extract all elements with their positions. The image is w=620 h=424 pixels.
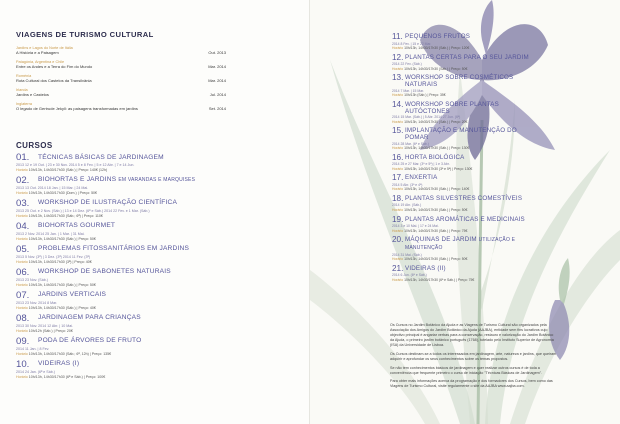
schedule-text: 10h/13h, 14h30/17h30 (Sáb.) | Preço: 140€ (12h) bbox=[28, 167, 108, 172]
course-list-left bbox=[16, 152, 221, 379]
course-title bbox=[405, 53, 529, 61]
course-number: 02. bbox=[16, 174, 30, 186]
course-heading bbox=[16, 290, 221, 301]
course-title bbox=[405, 73, 542, 88]
schedule-text: 10h/13h, 14h30/17h30 (6ª e Sáb.) | Preço: 75€ bbox=[404, 277, 475, 282]
course-dates: 2014 7 Mar. | 15 Mar. bbox=[392, 88, 424, 93]
course-heading bbox=[16, 267, 221, 278]
schedule-text: 10h/13h, 14h30/17h30 (6ª e Sáb.) | Preço: 100€ bbox=[28, 374, 106, 379]
trip-group bbox=[16, 102, 226, 112]
course-dates: 2013 30 Nov. 2014 12 Abr. | 10 Mai. bbox=[16, 323, 74, 328]
course-heading bbox=[392, 264, 542, 274]
course-heading bbox=[392, 153, 542, 163]
schedule-label: Horário bbox=[392, 93, 404, 98]
trip-name: A História e a Paisagem bbox=[16, 50, 59, 55]
course-title-text: PLANTAS SILVESTRES COMESTÍVEIS bbox=[405, 194, 523, 202]
viagens-title: VIAGENS DE TURISMO CULTURAL bbox=[16, 30, 154, 39]
course-title bbox=[405, 264, 446, 272]
course-dates: 2014 24 Jan. (6ª e Sáb.) bbox=[16, 369, 55, 374]
course-schedule bbox=[392, 67, 542, 71]
course-title bbox=[405, 194, 522, 202]
trip-row bbox=[16, 106, 226, 112]
trip-destination: Inglaterra bbox=[16, 102, 33, 106]
cursos-title: CURSOS bbox=[16, 141, 53, 150]
schedule-text: 10h/13h, 14h30/17h30 (Sáb.) | Preço: 50€ bbox=[28, 282, 96, 287]
course-heading bbox=[16, 244, 221, 255]
course-item bbox=[16, 290, 221, 311]
course-heading bbox=[16, 175, 221, 186]
course-schedule bbox=[392, 120, 542, 124]
schedule-text: 10h/13h, 14h30/17h30 (Sáb.) | Preço: 75€ bbox=[404, 228, 468, 233]
course-title-text: HORTA BIOLÓGICA bbox=[405, 153, 465, 161]
schedule-label: Horário bbox=[16, 351, 28, 356]
course-schedule bbox=[392, 187, 542, 191]
course-number: 09. bbox=[16, 335, 30, 347]
course-dates: 2014 15 Mar. (Sáb.) | 5 Abr. 2014 27 Jun. (6ª) bbox=[392, 115, 461, 120]
trip-row bbox=[16, 50, 226, 56]
course-dates: 2014 11 Jan. | 8 Fev. bbox=[16, 346, 50, 351]
schedule-text: 10h/12h (Sáb.) | Preço: 20€ bbox=[28, 328, 73, 333]
course-schedule bbox=[392, 146, 542, 150]
trip-destination: Jardins e Lagos do Norte de Itália bbox=[16, 46, 73, 50]
course-title bbox=[38, 152, 164, 161]
course-number: 15. bbox=[392, 126, 404, 136]
course-item bbox=[16, 244, 221, 265]
schedule-text: 10h/13h, 14h30/17h30 (Sáb.) | Preço: 40€ bbox=[28, 305, 96, 310]
course-schedule bbox=[16, 237, 221, 242]
course-number: 01. bbox=[16, 152, 30, 163]
schedule-text: 10h/13h, 14h30/17h30 (Sáb.) | Preço: 20€ bbox=[404, 119, 468, 124]
course-dates: 2014 5 Abr. (3ª e 4ª) bbox=[392, 182, 423, 187]
viagens-section bbox=[16, 30, 226, 116]
schedule-text: 10h/13h, 14h30/17h30 (Sáb.) | Preço: 50€ bbox=[404, 207, 468, 212]
course-title-text: VIDEIRAS (II) bbox=[405, 264, 446, 272]
course-number: 19. bbox=[392, 214, 404, 224]
course-number: 04. bbox=[16, 220, 30, 232]
trip-date: Jul. 2014 bbox=[209, 92, 226, 97]
course-heading bbox=[16, 221, 221, 232]
trip-group bbox=[16, 60, 226, 70]
course-subtitle: UTILIZAÇÃO E MANUTENÇÃO bbox=[405, 237, 516, 252]
schedule-text: 10h/13h (Sáb.) | Preço: 35€ bbox=[404, 93, 446, 98]
schedule-text: 10h/13h, 14h30/17h30 (Sáb.) | Preço: 50€ bbox=[404, 66, 468, 71]
course-schedule bbox=[16, 329, 221, 334]
course-heading bbox=[392, 53, 542, 63]
trip-row bbox=[16, 64, 226, 70]
trip-name: Entre os Andes e a Terra do Fim do Mundo bbox=[16, 64, 93, 69]
footer-paragraph-1: Os Cursos no Jardim Botânico da Ajuda e as Viagens de Turismo Cultural são organizados pela Associação dos Amigos do Jardim Botânico da Ajuda (AAJBA), entidade sem fins lucrativos cujo objectivo principal é angariar verbas para a conservação, restauro e valorização do Jardim Botânico da Ajuda, o primeiro jardim botânico português (1768), tutelado pelo Instituto Superior de Agronomia (ISA) da Universidade de Lisboa. bbox=[390, 323, 554, 348]
course-dates: 2013 2 Nov. 2014 25 Jan. | 1 Mar. | 31 Mai. bbox=[16, 231, 85, 236]
course-title bbox=[405, 32, 470, 40]
course-number: 12. bbox=[392, 52, 404, 62]
course-dates: 2014 3 e 10 Mai. | 17 e 24 Mai. bbox=[392, 224, 439, 229]
course-dates: 2014 25 e 27 Mar. (3ª e 5ª) | 1 e 3 Abr. bbox=[392, 162, 450, 167]
course-number: 16. bbox=[392, 152, 404, 162]
course-item bbox=[16, 313, 221, 334]
course-title-text: WORKSHOP SOBRE COSMÉTICOS NATURAIS bbox=[405, 74, 514, 89]
course-dates: 2013 23 Nov. 2014 8 Mar. bbox=[16, 300, 58, 305]
schedule-text: 10h/13h, 14h30/17h30 (Dom.) | Preço: 50€ bbox=[28, 190, 98, 195]
course-heading bbox=[16, 152, 221, 163]
viagens-list bbox=[16, 46, 226, 112]
course-heading bbox=[392, 194, 542, 204]
right-page bbox=[310, 0, 620, 424]
course-item bbox=[16, 221, 221, 242]
trip-destination: Roménia bbox=[16, 74, 32, 78]
course-number: 08. bbox=[16, 312, 30, 324]
schedule-label: Horário bbox=[392, 277, 404, 282]
course-schedule bbox=[16, 352, 221, 357]
footer-paragraph-4: Para obter mais informações acerca da programação e dos formadores dos Cursos, bem como das Viagens de Turismo Cultural, visite regularmente o site da AAJBA www.aajba.com. bbox=[390, 379, 553, 389]
course-title bbox=[38, 313, 141, 322]
schedule-text: 10h/13h, 14h30/17h30 (Sáb.; 6ª, 12h) | Preço: 135€ bbox=[28, 351, 112, 356]
trip-group bbox=[16, 88, 226, 98]
course-title bbox=[405, 173, 437, 181]
course-item bbox=[392, 32, 542, 50]
course-dates: 2014 19 Abr. (Sáb.) bbox=[392, 203, 422, 208]
course-title bbox=[405, 126, 542, 141]
schedule-label: Horário bbox=[392, 66, 404, 71]
course-dates: 2014 31 Mai. (Sáb.) bbox=[392, 252, 422, 257]
course-item bbox=[392, 153, 542, 171]
course-title-text: VIDEIRAS (I) bbox=[38, 360, 80, 368]
schedule-text: 10h/13h, 14h30/17h30 (Sáb.) | Preço: 140€ bbox=[404, 187, 470, 192]
course-item bbox=[16, 267, 221, 288]
course-schedule bbox=[16, 283, 221, 288]
course-item bbox=[16, 359, 221, 380]
course-title bbox=[38, 221, 115, 230]
schedule-text: 10h/13h, 14h30/17h30 (3ª e 5ª) | Preço: 130€ bbox=[404, 166, 473, 171]
schedule-label: Horário bbox=[16, 213, 28, 218]
schedule-label: Horário bbox=[392, 228, 404, 233]
schedule-label: Horário bbox=[16, 167, 28, 172]
course-heading bbox=[16, 359, 221, 370]
course-title-text: PODA DE ÁRVORES DE FRUTO bbox=[38, 337, 142, 345]
course-title bbox=[38, 198, 177, 207]
course-dates: 2014 6 Jun. (6ª e Sáb.) bbox=[392, 273, 427, 278]
course-item bbox=[392, 235, 542, 261]
course-number: 20. bbox=[392, 235, 404, 245]
course-schedule bbox=[392, 208, 542, 212]
course-list-right bbox=[392, 32, 542, 284]
footer-paragraph-2: Os Cursos destinam-se a todos os interessados em jardinagem, arte, natureza e jardins, que queiram adquirir e aprofundar os seus conhecimentos sobre os temas propostos. bbox=[390, 351, 557, 362]
course-item bbox=[16, 175, 221, 196]
course-title-text: PROBLEMAS FITOSSANITÁRIOS EM JARDINS bbox=[38, 245, 190, 253]
cursos-section bbox=[16, 141, 221, 382]
course-title bbox=[38, 244, 189, 253]
course-title bbox=[38, 336, 141, 345]
trip-row bbox=[16, 92, 226, 98]
course-title-text: WORKSHOP SOBRE PLANTAS AUTÓCTONES bbox=[405, 100, 499, 115]
course-item bbox=[392, 73, 542, 97]
course-title-text: PEQUENOS FRUTOS bbox=[405, 33, 471, 40]
course-title bbox=[38, 290, 106, 299]
course-title bbox=[38, 267, 171, 276]
course-schedule bbox=[16, 306, 221, 311]
course-title-text: WORKSHOP DE SABONETES NATURAIS bbox=[38, 268, 171, 276]
trip-destination: Patagónia, Argentina e Chile bbox=[16, 60, 65, 64]
schedule-label: Horário bbox=[392, 45, 404, 50]
course-number: 21. bbox=[392, 263, 404, 273]
schedule-label: Horário bbox=[16, 282, 28, 287]
course-title bbox=[38, 175, 195, 185]
schedule-label: Horário bbox=[392, 146, 404, 151]
course-title-text: BIOHORTAS GOURMET bbox=[38, 222, 116, 230]
course-item bbox=[16, 336, 221, 357]
course-dates: 2013 23 Nov. (Sáb.) bbox=[16, 277, 48, 282]
course-title-text: IMPLANTAÇÃO E MANUTENÇÃO DO POMAR bbox=[405, 127, 517, 142]
schedule-label: Horário bbox=[392, 257, 404, 262]
course-number: 18. bbox=[392, 193, 404, 203]
trip-name: Jardins e Castelos bbox=[16, 92, 49, 97]
course-title bbox=[405, 235, 542, 252]
course-title-text: WORKSHOP DE ILUSTRAÇÃO CIENTÍFICA bbox=[38, 199, 178, 207]
course-title-text: ENXERTIA bbox=[405, 174, 438, 182]
course-dates: 2014 28 Mar. (6ª e Sáb.) bbox=[392, 141, 429, 146]
course-item bbox=[392, 100, 542, 124]
course-number: 05. bbox=[16, 243, 30, 255]
trip-date: Mar. 2014 bbox=[208, 78, 226, 83]
schedule-label: Horário bbox=[16, 190, 28, 195]
course-item bbox=[392, 126, 542, 150]
course-schedule bbox=[16, 191, 221, 196]
course-heading bbox=[392, 100, 542, 115]
course-title-text: BIOHORTAS E JARDINS bbox=[38, 176, 117, 184]
schedule-label: Horário bbox=[392, 207, 404, 212]
trip-date: Set. 2014 bbox=[208, 106, 226, 111]
course-dates: 2013 5 Nov. (3ª) | 3 Dez. (3ª) 2014 11 Fev. (3ª) bbox=[16, 254, 91, 259]
course-title-text: PLANTAS CERTAS PARA O SEU JARDIM bbox=[405, 53, 529, 61]
course-item bbox=[392, 215, 542, 233]
course-schedule bbox=[392, 46, 542, 50]
trip-group bbox=[16, 74, 226, 84]
course-title-text: TÉCNICAS BÁSICAS DE JARDINAGEM bbox=[38, 153, 164, 161]
course-number: 11. bbox=[392, 32, 403, 41]
course-schedule bbox=[16, 375, 221, 380]
course-title bbox=[405, 153, 465, 161]
course-item bbox=[392, 264, 542, 282]
schedule-label: Horário bbox=[16, 236, 28, 241]
course-heading bbox=[16, 336, 221, 347]
course-dates: 2014 8 Fev. | 15 e 22 Mar. bbox=[392, 41, 432, 46]
course-schedule bbox=[392, 257, 542, 261]
course-heading bbox=[392, 173, 542, 183]
schedule-label: Horário bbox=[16, 328, 28, 333]
course-heading bbox=[392, 126, 542, 141]
course-schedule bbox=[392, 278, 542, 282]
schedule-label: Horário bbox=[392, 187, 404, 192]
course-number: 17. bbox=[392, 173, 404, 183]
schedule-label: Horário bbox=[16, 305, 28, 310]
course-item bbox=[392, 53, 542, 71]
course-heading bbox=[392, 235, 542, 252]
course-title bbox=[405, 100, 542, 115]
course-schedule bbox=[392, 167, 542, 171]
course-schedule bbox=[16, 168, 221, 173]
schedule-text: 10h/13h, 14h30/17h30 (Sáb.) | Preço: 130€ bbox=[404, 146, 470, 151]
course-item bbox=[16, 152, 221, 173]
footer-paragraph-3: Se não tem conhecimentos básicos de jardinagem e quer realizar outros cursos é de toda a conveniência que frequente primeiro o curso de iniciação "Técnicas Básicas de Jardinagem". bbox=[390, 365, 543, 375]
course-heading bbox=[392, 32, 542, 42]
footer-text bbox=[390, 323, 558, 393]
course-dates: 2013 25 Out. e 2 Nov. (Sáb.) | 13 e 14 Dez. (6ª e Sáb.) 2014 22 Fev. e 1 Mar. (Sáb.) bbox=[16, 208, 150, 213]
course-item bbox=[16, 198, 221, 219]
course-schedule bbox=[16, 260, 221, 265]
course-heading bbox=[16, 313, 221, 324]
course-dates: 2013 13 Out. 2014 18 Jan. | 15 Mar. | 24 Mai. bbox=[16, 185, 89, 190]
schedule-text: 10h/13h, 14h30/17h30 (Sáb.) | Preço: 50€ bbox=[28, 236, 96, 241]
schedule-text: 10h/13h, 14h30/17h30 (3ª) | Preço: 40€ bbox=[28, 259, 92, 264]
trip-row bbox=[16, 78, 226, 84]
course-schedule bbox=[16, 214, 221, 219]
schedule-text: 10h/13h, 14h30/17h30 (Sáb.; 6ª) | Preço: 110€ bbox=[28, 213, 103, 218]
course-item bbox=[392, 194, 542, 212]
trip-date: Out. 2013 bbox=[208, 50, 226, 55]
course-heading bbox=[392, 215, 542, 225]
course-item bbox=[392, 173, 542, 191]
course-number: 03. bbox=[16, 197, 30, 209]
course-title-text: JARDINAGEM PARA CRIANÇAS bbox=[38, 314, 141, 322]
course-schedule bbox=[392, 229, 542, 233]
course-subtitle: EM VARANDAS E MARQUISES bbox=[118, 177, 196, 184]
trip-name: O legado de Gertrude Jekyll: as paisagens transformadas em jardins bbox=[16, 106, 138, 111]
course-heading bbox=[392, 73, 542, 88]
course-dates: 2013 12 e 19 Out. | 23 e 30 Nov. 2014 5 e 8 Fev. | 5 e 12 Abr. | 7 e 14 Jun. bbox=[16, 163, 135, 167]
course-title bbox=[38, 359, 79, 368]
schedule-label: Horário bbox=[392, 119, 404, 124]
course-title-text: PLANTAS AROMÁTICAS E MEDICINAIS bbox=[405, 215, 525, 223]
course-title-text: JARDINS VERTICAIS bbox=[38, 291, 107, 299]
schedule-text: 10h/13h, 14h30/17h30 (Sáb.) | Preço: 50€ bbox=[404, 257, 468, 262]
course-number: 06. bbox=[16, 266, 30, 278]
course-title-text: MÁQUINAS DE JARDIM bbox=[405, 236, 477, 244]
course-number: 14. bbox=[392, 99, 404, 109]
course-title bbox=[405, 215, 525, 223]
trip-group bbox=[16, 46, 226, 56]
schedule-label: Horário bbox=[392, 166, 404, 171]
schedule-text: 10h/13h, 14h30/17h30 (Sáb.) | Preço: 120€ bbox=[404, 45, 470, 50]
schedule-label: Horário bbox=[16, 374, 28, 379]
trip-destination: Irlanda bbox=[16, 88, 28, 92]
trip-name: Rota Cultural dos Castelos da Transilvânia bbox=[16, 78, 92, 83]
course-schedule bbox=[392, 93, 542, 97]
course-heading bbox=[16, 198, 221, 209]
course-number: 07. bbox=[16, 289, 30, 301]
course-number: 13. bbox=[392, 73, 404, 83]
course-dates: 2014 22 Fev. (Sáb.) bbox=[392, 62, 422, 67]
course-number: 10. bbox=[16, 358, 30, 370]
schedule-label: Horário bbox=[16, 259, 28, 264]
trip-date: Mar. 2014 bbox=[208, 64, 226, 69]
